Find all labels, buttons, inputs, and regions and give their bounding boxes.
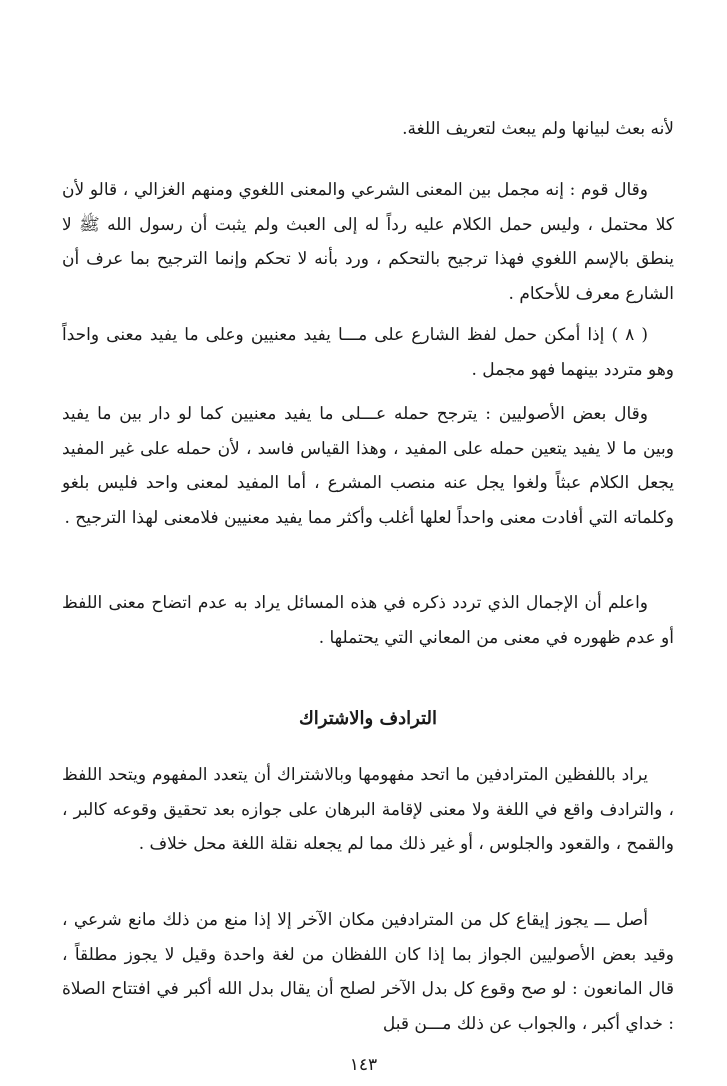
page-number: ١٤٣ [349, 1055, 378, 1075]
paragraph-continuation: لأنه بعث لبيانها ولم يبعث لتعريف اللغة. [402, 119, 674, 139]
paragraph-asl: أصل ـــ يجوز إيقاع كل من المترادفين مكان الآخر إلا إذا منع من ذلك مانع شرعي ، وقيد بعض الأصوليين الجواز بما إذا كان اللفظان من لغة واحدة وقيل لا يجوز مطلقاً ، قال المانعون : لو صح وقوع كل بدل الآخر لصلح أن يقال بدل الله أكبر في افتتاح الصلاة : خداي أكبر ، والجواب عن ذلك مـــن قبل [62, 910, 674, 1034]
paragraph-usuliyyin-opinion: وقال بعض الأصوليين : يترجح حمله عـــلى ما يفيد معنيين كما لو دار بين ما يفيد وبين ما لا يفيد يتعين حمله على المفيد ، وهذا القياس فاسد ، لأن حمله على غير المفيد يجعل الكلام عبثاً ولغوا يجل عنه منصب المشرع ، أما المفيد لمعنى واحد فليس بلغو وكلماته التي أفادت معنى واحداً لعلها أغلب وأكثر مما يفيد معنيين فلامعنى لهذا الترجيح . [62, 404, 674, 528]
section-heading: الترادف والاشتراك [298, 708, 438, 729]
paragraph-rule-8: ( ٨ ) إذا أمكن حمل لفظ الشارع على مـــا يفيد معنيين وعلى ما يفيد معنى واحداً وهو متردد بينهما فهو مجمل . [62, 325, 674, 380]
paragraph-taraduf-definition: يراد باللفظين المترادفين ما اتحد مفهومها وبالاشتراك أن يتعدد المفهوم ويتحد اللفظ ، والترادف واقع في اللغة ولا معنى لإقامة البرهان على جوازه بعد تحقيق وقوعه كالبر ، والقمح ، والقعود والجلوس ، أو غير ذلك مما لم يجعله نقلة اللغة محل خلاف . [62, 765, 674, 854]
paragraph-ghazali-opinion: وقال قوم : إنه مجمل بين المعنى الشرعي والمعنى اللغوي ومنهم الغزالي ، قالو لأن كلا محتمل ، وليس حمل الكلام عليه رداً له إلى العبث ولم يثبت أن رسول الله ﷺ لا ينطق بالإسم اللغوي فهذا ترجيح بالتحكم ، ورد بأنه لا تحكم وإنما الترجيح بما عرف أن الشارع معرف للأحكام . [62, 180, 674, 304]
paragraph-ijmal-note: واعلم أن الإجمال الذي تردد ذكره في هذه المسائل يراد به عدم اتضاح معنى اللفظ أو عدم ظهوره في معنى من المعاني التي يحتملها . [62, 593, 674, 648]
